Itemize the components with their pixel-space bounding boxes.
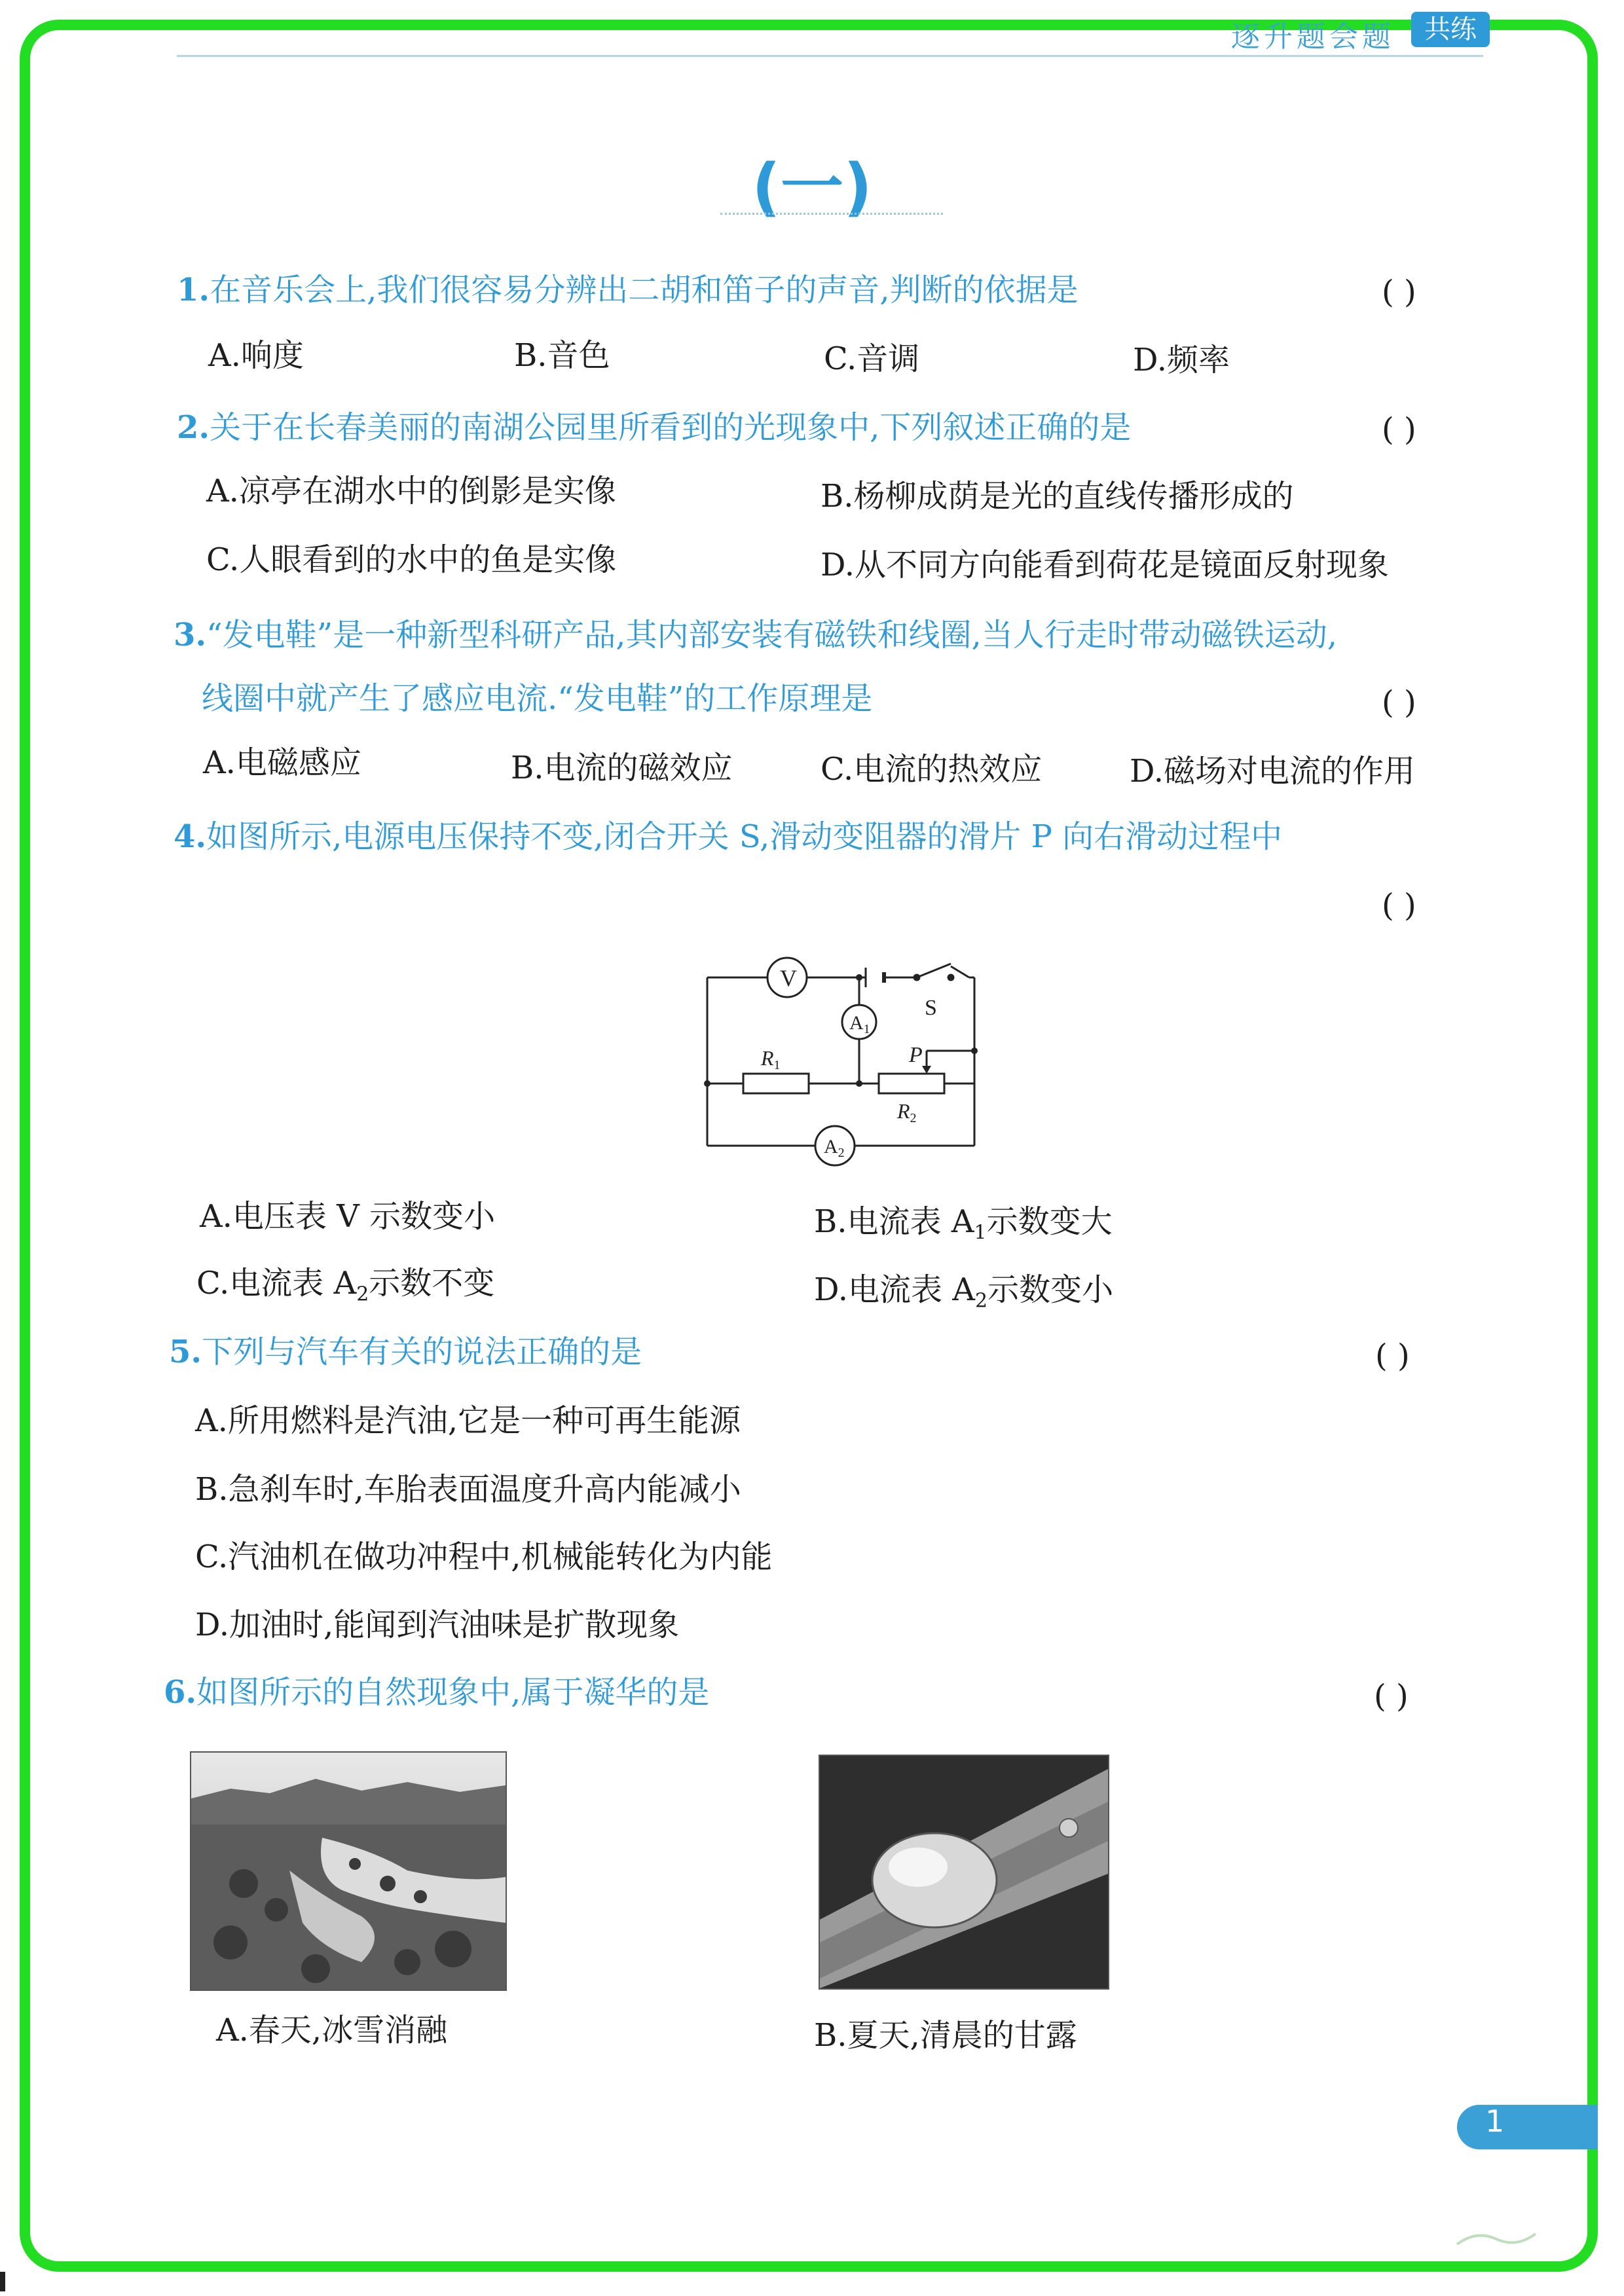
- section-title: (一): [752, 151, 872, 224]
- circuit-diagram: [694, 949, 1002, 1172]
- question-1-answer-blank[interactable]: ( ): [1382, 274, 1416, 310]
- question-4-answer-blank[interactable]: ( ): [1382, 887, 1416, 924]
- question-3-stem-line2: 线圈中就产生了感应电流.“发电鞋”的工作原理是: [202, 680, 873, 717]
- question-2-option-b[interactable]: B.杨柳成荫是光的直线传播形成的: [821, 478, 1294, 515]
- circuit-label-p: P: [909, 1043, 923, 1067]
- title-underline: [720, 213, 943, 215]
- question-3-option-d[interactable]: D.磁场对电流的作用: [1130, 753, 1416, 790]
- circuit-label-r2: R2: [897, 1099, 917, 1125]
- question-5-stem: 5.下列与汽车有关的说法正确的是: [169, 1334, 642, 1370]
- circuit-label-v: V: [780, 965, 797, 991]
- question-5-option-a[interactable]: A.所用燃料是汽油,它是一种可再生能源: [195, 1402, 741, 1439]
- header-rule: [177, 55, 1483, 57]
- question-4-stem: 4.如图所示,电源电压保持不变,闭合开关 S,滑动变阻器的滑片 P 向右滑动过程中: [174, 818, 1283, 855]
- question-3-option-b[interactable]: B.电流的磁效应: [511, 750, 733, 786]
- question-3-option-c[interactable]: C.电流的热效应: [821, 751, 1043, 788]
- page-number: 1: [1485, 2104, 1505, 2139]
- photo-dew-drop[interactable]: [819, 1755, 1109, 1990]
- question-6-answer-blank[interactable]: ( ): [1374, 1678, 1409, 1715]
- question-1-option-c[interactable]: C.音调: [824, 340, 920, 377]
- question-6-stem: 6.如图所示的自然现象中,属于凝华的是: [164, 1674, 710, 1711]
- question-1-option-d[interactable]: D.频率: [1133, 342, 1230, 378]
- question-5-option-d[interactable]: D.加油时,能闻到汽油味是扩散现象: [195, 1607, 680, 1643]
- question-3-option-a[interactable]: A.电磁感应: [203, 744, 361, 781]
- question-2-option-c[interactable]: C.人眼看到的水中的鱼是实像: [206, 541, 617, 578]
- question-4-option-a[interactable]: A.电压表 V 示数变小: [200, 1198, 496, 1235]
- header-tag: 共练: [1411, 12, 1490, 47]
- photo-melting-snow[interactable]: [190, 1751, 507, 1991]
- question-1-option-b[interactable]: B.音色: [514, 337, 610, 374]
- question-5-option-c[interactable]: C.汽油机在做功冲程中,机械能转化为内能: [195, 1539, 773, 1575]
- circuit-label-s: S: [925, 996, 937, 1020]
- circuit-label-r1: R1: [761, 1046, 781, 1072]
- question-2-option-d[interactable]: D.从不同方向能看到荷花是镜面反射现象: [821, 547, 1390, 583]
- question-2-stem: 2.关于在长春美丽的南湖公园里所看到的光现象中,下列叙述正确的是: [177, 409, 1132, 446]
- question-2-option-a[interactable]: A.凉亭在湖水中的倒影是实像: [206, 473, 616, 509]
- caption-b[interactable]: B.夏天,清晨的甘露: [814, 2017, 1077, 2054]
- question-3-answer-blank[interactable]: ( ): [1382, 684, 1416, 721]
- header-label: 逐升题会题: [1231, 20, 1395, 54]
- publisher-watermark-icon: [1450, 2226, 1542, 2250]
- circuit-label-a1: $A_1$: [849, 1012, 870, 1036]
- question-1-stem: 1.在音乐会上,我们很容易分辨出二胡和笛子的声音,判断的依据是: [177, 272, 1079, 308]
- caption-a[interactable]: A.春天,冰雪消融: [216, 2012, 448, 2049]
- question-4-option-d[interactable]: D.电流表 $A_2$示数变小: [814, 1271, 1114, 1313]
- question-4-option-c[interactable]: C.电流表 $A_2$示数不变: [196, 1265, 495, 1306]
- page-number-tab: [1457, 2105, 1598, 2149]
- scan-edge-mark: [0, 2272, 5, 2291]
- question-1-option-a[interactable]: A.响度: [208, 337, 304, 374]
- question-2-answer-blank[interactable]: ( ): [1382, 411, 1416, 448]
- question-4-option-b[interactable]: B.电流表 $A_1$示数变大: [814, 1203, 1113, 1245]
- question-5-answer-blank[interactable]: ( ): [1375, 1338, 1410, 1374]
- question-3-stem-line1: 3.“发电鞋”是一种新型科研产品,其内部安装有磁铁和线圈,当人行走时带动磁铁运动,: [174, 617, 1337, 653]
- question-5-option-b[interactable]: B.急刹车时,车胎表面温度升高内能减小: [195, 1471, 741, 1508]
- circuit-label-a2: $A_2$: [824, 1136, 845, 1160]
